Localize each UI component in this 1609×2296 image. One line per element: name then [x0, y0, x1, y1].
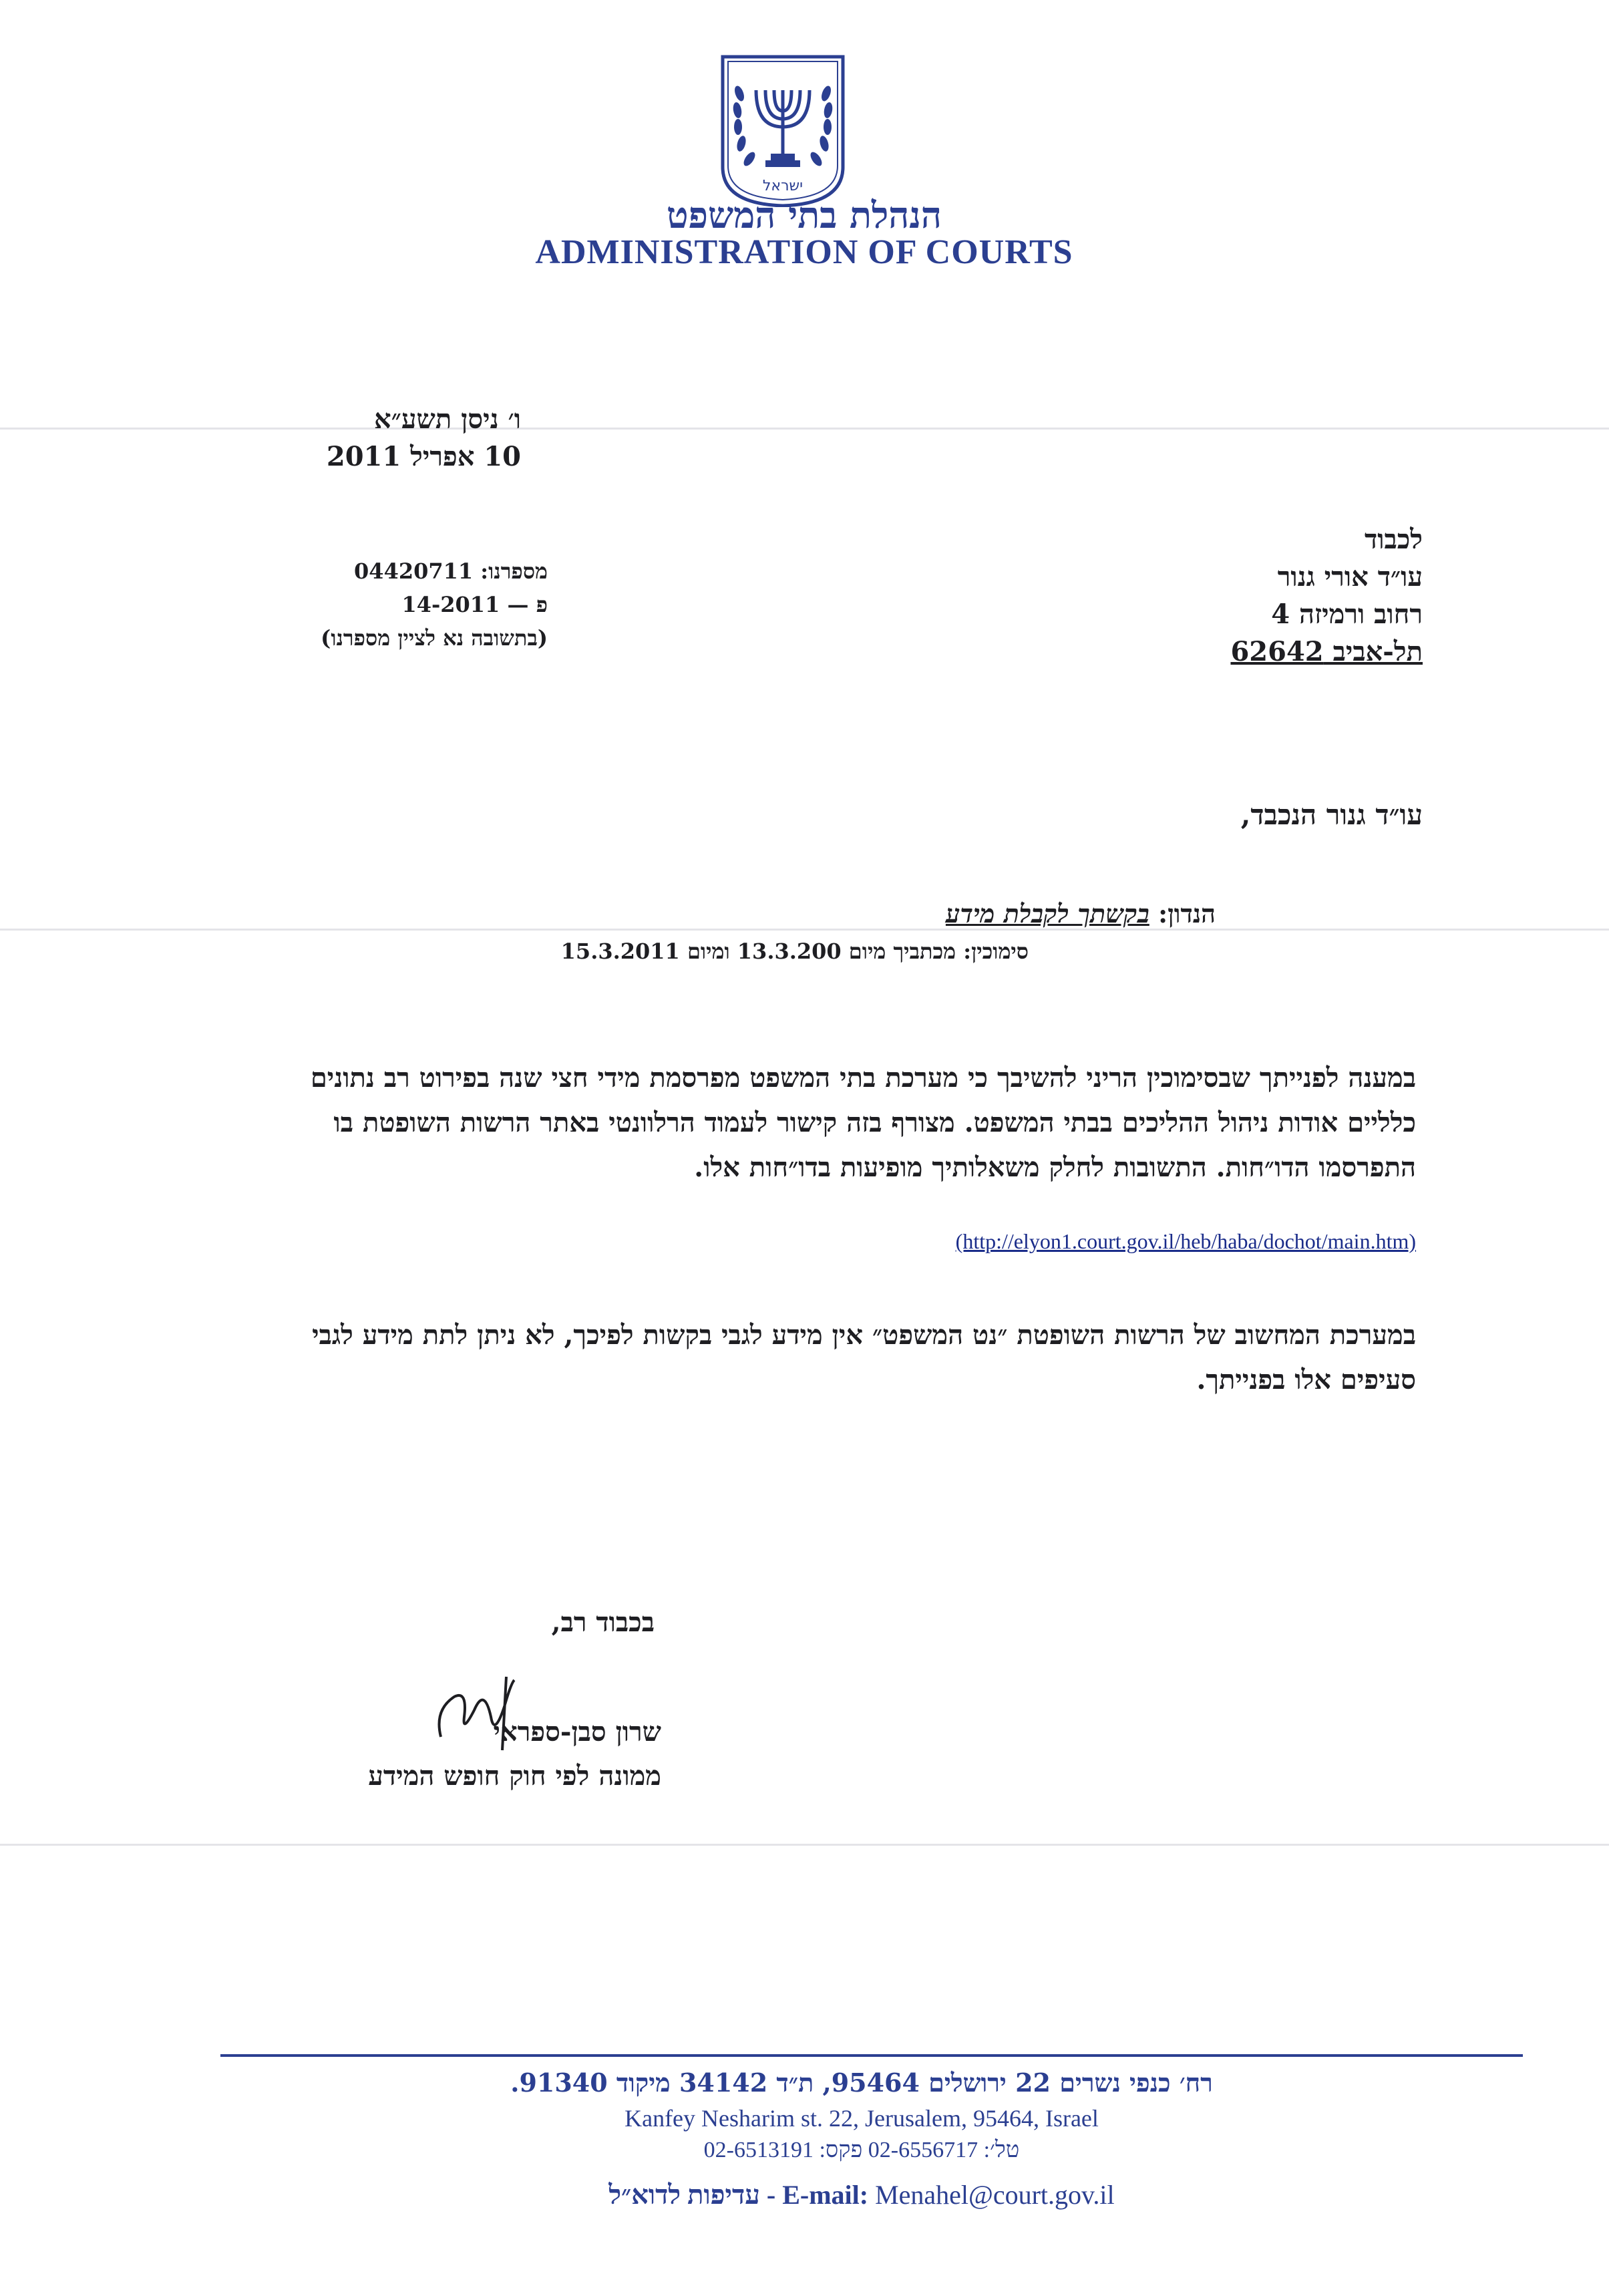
org-name-hebrew: הנהלת בתי המשפט [667, 194, 942, 236]
footer-address-hebrew: רח׳ כנפי נשרים 22 ירושלים 95464, ת״ד 34142 מיקוד 91340. [510, 2068, 1213, 2098]
reference-block [174, 554, 548, 655]
references-line: סימוכין: מכתביך מיום 13.3.200 ומיום 15.3.2011 [560, 939, 1029, 964]
letter-dates [254, 401, 521, 476]
salutation: עו״ד גנור הנכבד, [1240, 798, 1423, 831]
dochot-link-container [240, 1229, 1416, 1254]
signer-title: ממונה לפי חוק חופש המידע [368, 1760, 661, 1792]
hebrew-date: ו׳ ניסן תשע״א [374, 403, 521, 435]
gregorian-date: 10 אפריל 2011 [326, 441, 521, 472]
recipient-to: לכבוד [1364, 524, 1423, 555]
signer-name: שרון סבן-ספראי [493, 1716, 661, 1748]
recipient-street: רחוב ורמיזה 4 [1271, 599, 1423, 630]
recipient-city: תל-אביב 62642 [1230, 636, 1423, 667]
state-emblem-icon [716, 53, 850, 207]
body-paragraph-1: במענה לפנייתך שבסימוכין הריני להשיבך כי מערכת בתי המשפט מפרסמת מידי חצי שנה בפירוט רב נתונים כלליים אודות ניהול ההליכים בבתי המשפט. מצורף בזה קישור לעמוד הרלוונטי באתר הרשות השופטת בו התפרסמו הדו״חות. התשובות לחלק משאלותיך מופיעות בדו״חות אלו. [310, 1062, 1416, 1183]
recipient-address [1042, 521, 1423, 671]
footer-email-line [427, 2179, 1296, 2210]
file-number: פ — 14-2011 [401, 592, 548, 617]
footer-phones: טל׳: 02-6556717 פקס: 02-6513191 [703, 2138, 1020, 2162]
footer-email-label: E-mail: [782, 2180, 869, 2210]
closing: בכבוד רב, [551, 1607, 655, 1638]
dochot-link[interactable]: (http://elyon1.court.gov.il/heb/haba/dochot/main.htm) [955, 1229, 1416, 1253]
footer-rule [220, 2054, 1523, 2057]
subject-line [601, 898, 1216, 929]
our-number: מספרנו: 04420711 [354, 558, 548, 584]
emblem-caption: ישראל [762, 178, 803, 194]
fold-line [0, 428, 1609, 430]
recipient-name: עו״ד אורי גנור [1277, 561, 1423, 593]
org-name-english: ADMINISTRATION OF COURTS [535, 233, 1073, 271]
signer-block [167, 1710, 661, 1798]
body-paragraph-2: במערכת המחשוב של הרשות השופטת ״נט המשפט״ אין מידע לגבי בקשות לפיכך, לא ניתן לתת מידע לגבי סעיפים אלו בפנייתך. [312, 1319, 1416, 1396]
footer-address-english: Kanfey Nesharim st. 22, Jerusalem, 95464, Israel [624, 2105, 1099, 2132]
reference-note: (בתשובה נא לציין מספרנו) [321, 625, 548, 651]
subject-text: בקשתך לקבלת מידע [945, 898, 1149, 929]
subject-label: הנדון: [1158, 898, 1216, 929]
footer-email[interactable]: Menahel@court.gov.il [875, 2180, 1115, 2210]
footer-email-note: עדיפות לדוא״ל - [608, 2180, 776, 2210]
fold-line [0, 1844, 1609, 1846]
